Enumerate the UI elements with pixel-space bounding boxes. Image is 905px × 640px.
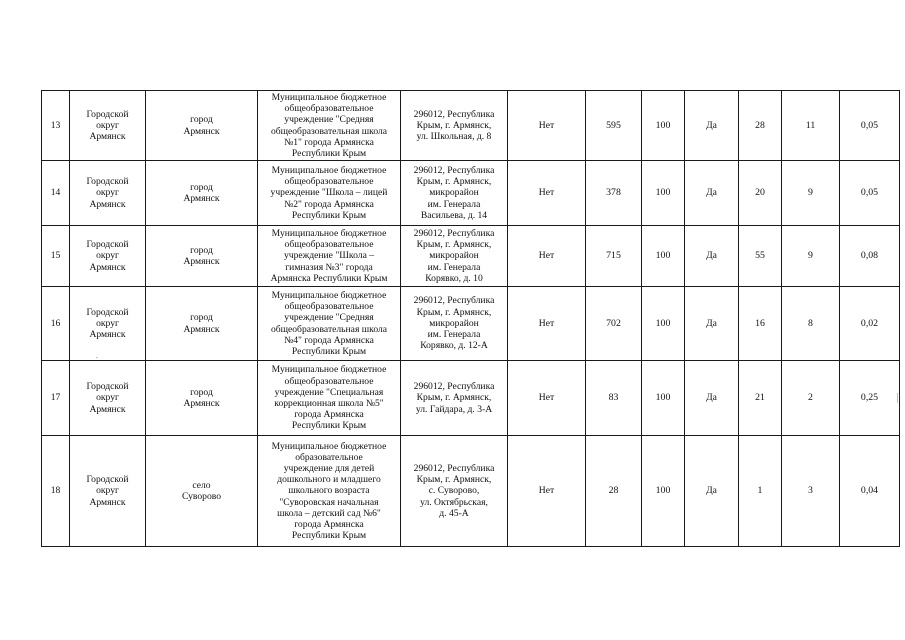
- ratio-cell: 0,05: [840, 161, 900, 226]
- district-cell: Городской округ Армянск: [70, 91, 146, 161]
- percent-cell: 100: [642, 91, 685, 161]
- answer-cell: Да: [685, 436, 739, 547]
- schools-table: [41, 90, 900, 547]
- ratio-cell: 0,05: [840, 91, 900, 161]
- institution-name-cell: Муниципальное бюджетное общеобразовательное учреждение "Специальная коррекционная школа №5" города Армянска Республики Крым: [258, 361, 401, 436]
- value-2-cell: 3: [782, 436, 840, 547]
- flag-cell: Нет: [508, 361, 586, 436]
- district-cell: Городской округ Армянск: [70, 226, 146, 287]
- value-1-cell: 55: [739, 226, 782, 287]
- district-cell: Городской округ Армянск: [70, 287, 146, 361]
- table-row: [42, 287, 900, 361]
- district-cell: Городской округ Армянск: [70, 361, 146, 436]
- address-cell: 296012, Республика Крым, г. Армянск, микрорайон им. Генерала Корявко, д. 10: [401, 226, 508, 287]
- locality-cell: город Армянск: [146, 287, 258, 361]
- locality-cell: город Армянск: [146, 161, 258, 226]
- row-number: 14: [42, 161, 70, 226]
- address-cell: 296012, Республика Крым, г. Армянск, с. Суворово, ул. Октябрьская, д. 45-А: [401, 436, 508, 547]
- table-row: [42, 361, 900, 436]
- institution-name-cell: Муниципальное бюджетное общеобразовательное учреждение "Школа – гимназия №3" города Армянска Республики Крым: [258, 226, 401, 287]
- institution-name-cell: Муниципальное бюджетное образовательное учреждение для детей дошкольного и младшего школьного возраста "Суворовская начальная школа – детский сад №6" города Армянска Республики Крым: [258, 436, 401, 547]
- percent-cell: 100: [642, 161, 685, 226]
- district-cell: Городской округ Армянск: [70, 436, 146, 547]
- table-row: [42, 226, 900, 287]
- value-2-cell: 11: [782, 91, 840, 161]
- value-1-cell: 16: [739, 287, 782, 361]
- scan-edge-mark: [897, 393, 898, 403]
- students-count-cell: 378: [586, 161, 642, 226]
- students-count-cell: 595: [586, 91, 642, 161]
- locality-cell: село Суворово: [146, 436, 258, 547]
- locality-cell: город Армянск: [146, 226, 258, 287]
- value-2-cell: 9: [782, 226, 840, 287]
- answer-cell: Да: [685, 226, 739, 287]
- value-1-cell: 28: [739, 91, 782, 161]
- ratio-cell: 0,02: [840, 287, 900, 361]
- ratio-cell: 0,08: [840, 226, 900, 287]
- percent-cell: 100: [642, 287, 685, 361]
- value-2-cell: 8: [782, 287, 840, 361]
- ratio-cell: 0,25: [840, 361, 900, 436]
- locality-cell: город Армянск: [146, 361, 258, 436]
- percent-cell: 100: [642, 361, 685, 436]
- flag-cell: Нет: [508, 91, 586, 161]
- table-row: [42, 436, 900, 547]
- address-cell: 296012, Республика Крым, г. Армянск, ул. Гайдара, д. 3-А: [401, 361, 508, 436]
- table-row: [42, 161, 900, 226]
- row-number: 18: [42, 436, 70, 547]
- percent-cell: 100: [642, 226, 685, 287]
- percent-cell: 100: [642, 436, 685, 547]
- table-row: [42, 91, 900, 161]
- value-1-cell: 21: [739, 361, 782, 436]
- value-2-cell: 2: [782, 361, 840, 436]
- institution-name-cell: Муниципальное бюджетное общеобразовательное учреждение "Школа – лицей №2" города Армянска Республики Крым: [258, 161, 401, 226]
- flag-cell: Нет: [508, 287, 586, 361]
- ratio-cell: 0,04: [840, 436, 900, 547]
- scan-dot-mark: [96, 357, 98, 358]
- flag-cell: Нет: [508, 436, 586, 547]
- answer-cell: Да: [685, 361, 739, 436]
- institution-name-cell: Муниципальное бюджетное общеобразовательное учреждение "Средняя общеобразовательная школа №1" города Армянска Республики Крым: [258, 91, 401, 161]
- value-2-cell: 9: [782, 161, 840, 226]
- students-count-cell: 715: [586, 226, 642, 287]
- answer-cell: Да: [685, 287, 739, 361]
- row-number: 13: [42, 91, 70, 161]
- flag-cell: Нет: [508, 226, 586, 287]
- row-number: 15: [42, 226, 70, 287]
- students-count-cell: 28: [586, 436, 642, 547]
- address-cell: 296012, Республика Крым, г. Армянск, микрорайон им. Генерала Корявко, д. 12-А: [401, 287, 508, 361]
- students-count-cell: 83: [586, 361, 642, 436]
- flag-cell: Нет: [508, 161, 586, 226]
- answer-cell: Да: [685, 91, 739, 161]
- row-number: 17: [42, 361, 70, 436]
- district-cell: Городской округ Армянск: [70, 161, 146, 226]
- locality-cell: город Армянск: [146, 91, 258, 161]
- address-cell: 296012, Республика Крым, г. Армянск, микрорайон им. Генерала Васильева, д. 14: [401, 161, 508, 226]
- answer-cell: Да: [685, 161, 739, 226]
- students-count-cell: 702: [586, 287, 642, 361]
- value-1-cell: 1: [739, 436, 782, 547]
- value-1-cell: 20: [739, 161, 782, 226]
- address-cell: 296012, Республика Крым, г. Армянск, ул. Школьная, д. 8: [401, 91, 508, 161]
- institution-name-cell: Муниципальное бюджетное общеобразовательное учреждение "Средняя общеобразовательная школа №4" города Армянска Республики Крым: [258, 287, 401, 361]
- row-number: 16: [42, 287, 70, 361]
